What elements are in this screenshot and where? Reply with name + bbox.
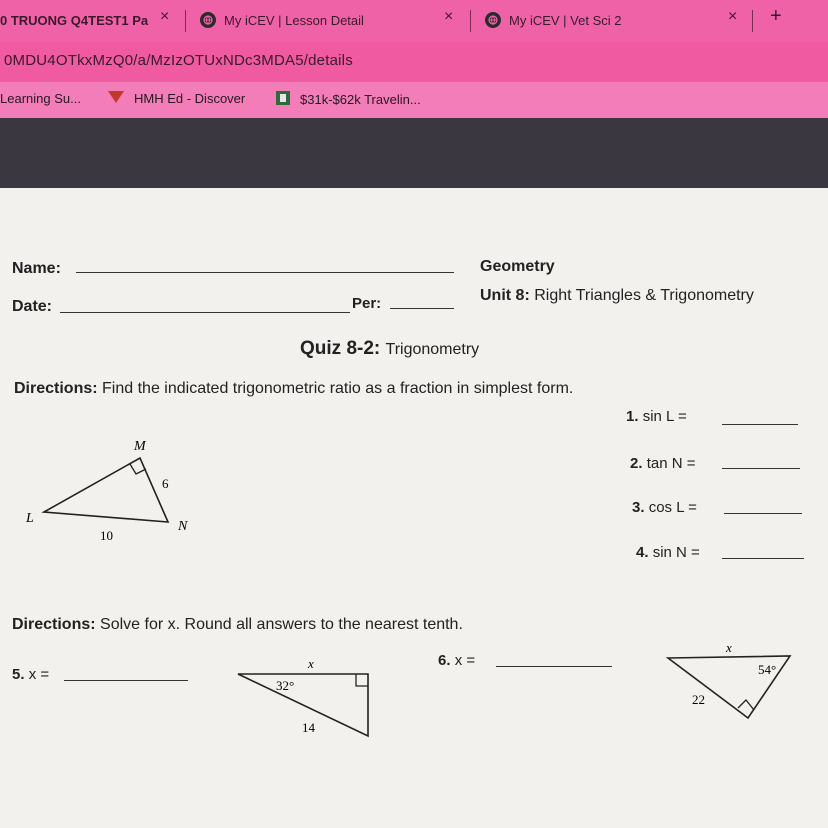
vertex-n: N xyxy=(178,519,188,534)
globe-icon xyxy=(485,12,501,28)
question-1 xyxy=(626,408,687,425)
unit-heading xyxy=(480,287,754,305)
question-4 xyxy=(636,544,700,561)
answer-line-4[interactable] xyxy=(722,558,804,559)
question-expression: x = xyxy=(454,652,476,669)
quiz-prefix: Quiz 8-2: xyxy=(300,338,381,359)
question-expression: x = xyxy=(28,666,50,683)
directions-label: Directions: xyxy=(14,380,98,397)
directions-label: Directions: xyxy=(12,616,96,633)
side-ln: 10 xyxy=(100,528,113,543)
tab-divider xyxy=(470,10,471,32)
new-tab-button[interactable]: + xyxy=(770,5,782,27)
question-number: 4. xyxy=(636,544,649,561)
tab-vet-sci[interactable] xyxy=(485,6,725,34)
angle-label: 32° xyxy=(276,678,295,693)
side-label: 22 xyxy=(692,692,705,707)
quiz-title xyxy=(300,338,479,360)
tab-label: My iCEV | Lesson Detail xyxy=(224,12,364,28)
close-icon[interactable]: × xyxy=(444,8,454,25)
date-line xyxy=(60,312,350,313)
triangle-lmn-diagram xyxy=(20,436,210,546)
tab-label: 0 TRUONG Q4TEST1 Pa xyxy=(0,12,149,28)
answer-line-1[interactable] xyxy=(722,424,798,425)
right-angle-mark xyxy=(738,700,754,710)
question-3 xyxy=(632,499,697,516)
side-label: 14 xyxy=(302,720,315,735)
date-label: Date: xyxy=(12,298,53,315)
right-angle-mark xyxy=(356,674,368,686)
directions-2 xyxy=(12,616,463,634)
url-text[interactable]: 0MDU4OTkxMzQ0/a/MzIzOTUxNDc3MDA5/details xyxy=(4,52,353,69)
directions-1 xyxy=(14,380,573,398)
side-mn: 6 xyxy=(162,476,169,491)
quiz-subtitle: Trigonometry xyxy=(385,341,480,358)
bookmark-hmh[interactable] xyxy=(108,91,245,106)
bookmark-square-icon xyxy=(276,91,290,108)
close-icon[interactable]: × xyxy=(728,8,738,25)
answer-line-3[interactable] xyxy=(724,513,802,514)
directions-text: Find the indicated trigonometric ratio as a fraction in simplest form. xyxy=(102,380,574,397)
bookmark-label: HMH Ed - Discover xyxy=(134,91,246,106)
tab-lesson-detail[interactable] xyxy=(200,6,440,34)
question-number: 2. xyxy=(630,455,643,472)
tab-divider xyxy=(185,10,186,32)
question-number: 5. xyxy=(12,666,25,683)
per-line xyxy=(390,308,454,309)
tab-label: My iCEV | Vet Sci 2 xyxy=(509,12,622,28)
question-2 xyxy=(630,455,695,472)
globe-icon xyxy=(200,12,216,28)
triangle-q6-diagram xyxy=(660,638,800,724)
side-x-label: x xyxy=(726,640,732,655)
answer-line-2[interactable] xyxy=(722,468,800,469)
name-label: Name: xyxy=(12,260,61,277)
question-6 xyxy=(438,652,475,669)
triangle-lmn xyxy=(44,458,168,522)
triangle-q5-diagram xyxy=(232,652,382,742)
question-number: 3. xyxy=(632,499,645,516)
vertex-l: L xyxy=(26,511,34,526)
question-number: 1. xyxy=(626,408,639,425)
tab-divider xyxy=(752,10,753,32)
answer-line-6[interactable] xyxy=(496,666,612,667)
unit-prefix: Unit 8: xyxy=(480,287,530,304)
vertex-m: M xyxy=(134,439,146,454)
directions-text: Solve for x. Round all answers to the nearest tenth. xyxy=(100,616,463,633)
page-header-strip xyxy=(0,118,828,188)
angle-label: 54° xyxy=(758,662,777,677)
question-number: 6. xyxy=(438,652,451,669)
name-line xyxy=(76,272,454,273)
hmh-logo-icon xyxy=(108,91,124,106)
bookmark-label: Learning Su... xyxy=(0,91,81,106)
bookmark-travel[interactable] xyxy=(276,91,421,108)
side-x-label: x xyxy=(308,656,314,671)
bookmark-label: $31k-$62k Travelin... xyxy=(300,92,421,107)
question-expression: sin N = xyxy=(652,544,700,561)
tab-quiz[interactable] xyxy=(0,6,175,34)
question-expression: tan N = xyxy=(646,455,696,472)
question-5 xyxy=(12,666,49,683)
answer-line-5[interactable] xyxy=(64,680,188,681)
close-icon[interactable]: × xyxy=(160,8,170,25)
unit-title: Right Triangles & Trigonometry xyxy=(534,287,754,304)
bookmark-learning[interactable] xyxy=(0,91,81,106)
per-label: Per: xyxy=(352,295,382,312)
question-expression: sin L = xyxy=(642,408,687,425)
subject-label: Geometry xyxy=(480,258,555,275)
question-expression: cos L = xyxy=(648,499,697,516)
